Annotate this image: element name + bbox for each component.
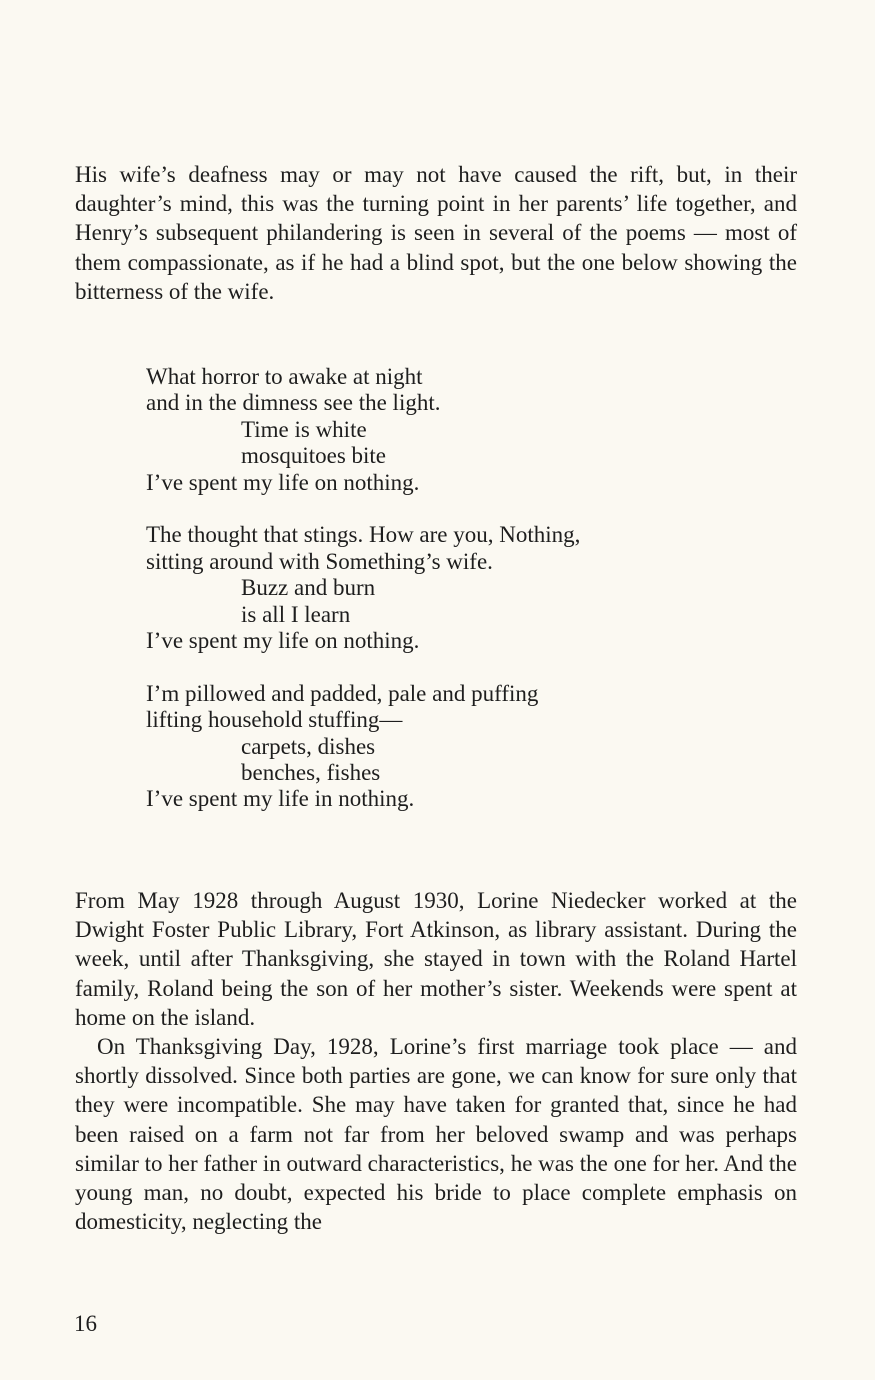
poem-stanza (146, 681, 786, 813)
poem-refrain: I’ve spent my life on nothing. (146, 628, 420, 654)
poem-line: benches, fishes (241, 760, 381, 786)
body-text (75, 886, 797, 1236)
page-number: 16 (74, 1311, 97, 1336)
poem-stanza (146, 364, 786, 496)
poem-line: Time is white (241, 416, 367, 442)
body-paragraph: On Thanksgiving Day, 1928, Lorine’s first marriage took place — and shortly dissolved. Since both parties are gone, we can know for sure only that they were incompatible. She may have taken for granted that, since he had been raised on a farm not far from her beloved swamp and was perhaps similar to her father in outward characteristics, he was the one for her. And the young man, no doubt, expected his bride to place complete emphasis on domesticity, neglecting the (75, 1034, 797, 1235)
poem-line: What horror to awake at night (146, 364, 423, 389)
poem (146, 364, 786, 839)
poem-line: I’m pillowed and padded, pale and puffing (146, 680, 539, 706)
poem-line: Buzz and burn (241, 575, 376, 601)
poem-line: lifting household stuffing— (146, 707, 403, 733)
poem-line: sitting around with Something’s wife. (146, 548, 493, 574)
poem-line: carpets, dishes (241, 733, 376, 759)
poem-line: and in the dimness see the light. (146, 390, 441, 416)
intro-paragraph: His wife’s deafness may or may not have caused the rift, but, in their daughter’s mind, this was the turning point in her parents’ life together, and Henry’s subsequent philandering is seen in several of the poems — most of them compassionate, as if he had a blind spot, but the one below showing the bitterness of the wife. (75, 162, 797, 304)
poem-line: mosquitoes bite (241, 443, 387, 469)
body-paragraph: From May 1928 through August 1930, Lorine Niedecker worked at the Dwight Foster Public Library, Fort Atkinson, as library assistant. During the week, until after Thanksgiving, she stayed in town with the Roland Hartel family, Roland being the son of her mother’s sister. Weekends were spent at home on the island. (75, 888, 797, 1030)
poem-refrain: I’ve spent my life in nothing. (146, 786, 415, 812)
poem-line: The thought that stings. How are you, Nothing, (146, 522, 581, 548)
poem-refrain: I’ve spent my life on nothing. (146, 469, 420, 495)
poem-line: is all I learn (241, 601, 351, 627)
poem-stanza (146, 522, 786, 654)
intro-paragraph-block (75, 160, 797, 306)
